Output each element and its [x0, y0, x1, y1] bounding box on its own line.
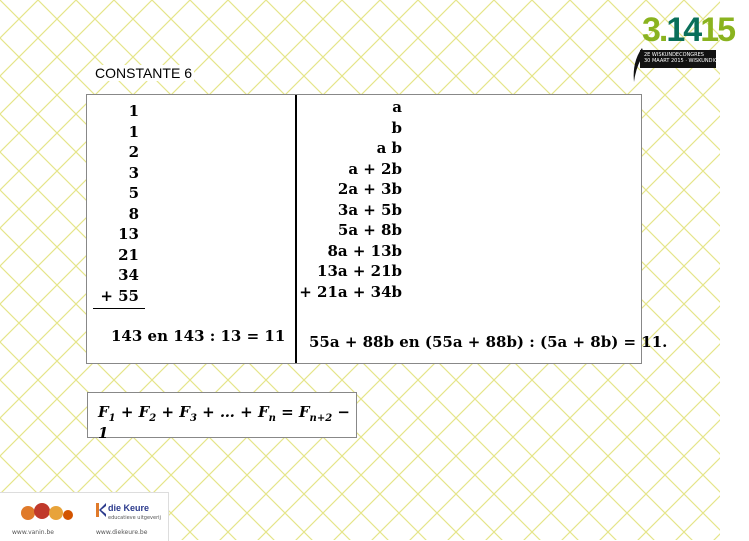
left-row: 1 [128, 122, 139, 141]
left-row: 5 [128, 184, 139, 202]
vanin-logo-icon [16, 499, 76, 525]
diekeure-brand: die Keure [108, 503, 150, 513]
left-row: 2 [128, 143, 139, 161]
left-result: 143 en 143 : 13 = 11 [111, 327, 286, 345]
right-row: 13a + 21b [317, 262, 402, 280]
right-row: 5a + 8b [337, 221, 402, 239]
vanin-url[interactable]: www.vanin.be [12, 529, 54, 536]
right-row: a b [376, 139, 402, 157]
slide-title: CONSTANTE 6 [95, 65, 192, 81]
logo-number: 3.1415 [642, 11, 735, 49]
left-column [87, 101, 295, 306]
diekeure-subtitle: educatieve uitgeverij [108, 515, 161, 521]
fibonacci-table [86, 94, 668, 364]
left-row: + 55 [100, 286, 139, 305]
left-row: 34 [118, 266, 139, 284]
diekeure-k-icon [96, 503, 106, 517]
diekeure-url[interactable]: www.diekeure.be [96, 529, 148, 536]
left-row: 13 [118, 225, 139, 243]
left-row: 8 [128, 204, 139, 223]
logo-band: 2E WISKUNDECONGRES 30 MAART 2015 · WISKUNDIGE DIDACTIEK [640, 50, 716, 68]
right-row: + 21a + 34b [299, 282, 402, 301]
right-result: 55a + 88b en (55a + 88b) : (5a + 8b) = 11. [309, 333, 668, 351]
right-column [297, 97, 641, 302]
sum-line [93, 308, 145, 309]
right-row: a [392, 98, 402, 116]
right-row: 3a + 5b [337, 200, 402, 219]
footer-sponsors [0, 492, 169, 541]
congress-logo [630, 10, 749, 78]
left-row: 1 [128, 102, 139, 120]
right-row: 8a + 13b [327, 241, 402, 260]
left-row: 3 [128, 163, 139, 182]
right-row: 2a + 3b [337, 180, 402, 198]
right-row: b [391, 118, 402, 137]
right-row: a + 2b [348, 159, 402, 178]
fibonacci-sum-formula: $F_1 + F_2 + F_3$ + … + $F_n = F_{n+2} - 1$ [87, 392, 357, 438]
left-row: 21 [118, 245, 139, 264]
